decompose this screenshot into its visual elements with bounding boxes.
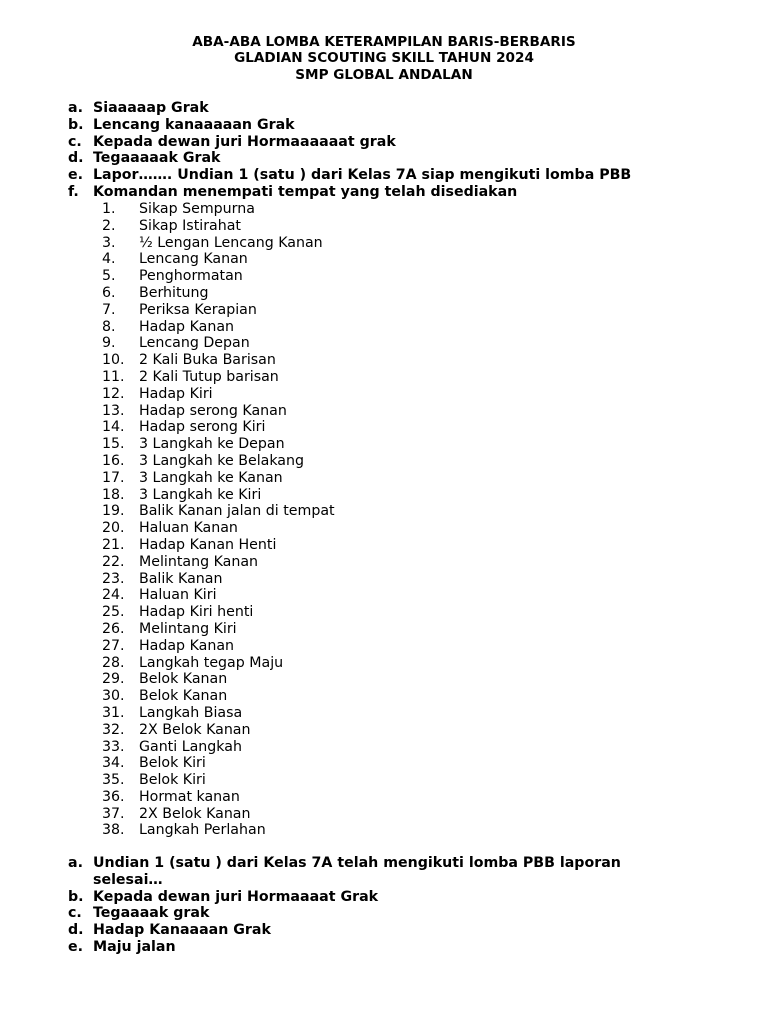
list-number: 13. (102, 402, 125, 419)
command-item (102, 688, 502, 705)
list-number: 6. (102, 284, 116, 301)
command-text: Haluan Kiri (139, 587, 217, 604)
opening-item-text: Siaaaaap Grak (93, 100, 209, 116)
list-number: 31. (102, 704, 125, 721)
command-item (102, 335, 502, 352)
closing-item-text: Hadap Kanaaaan Grak (93, 922, 271, 939)
closing-item (68, 855, 628, 889)
command-item (102, 369, 502, 386)
command-text: Melintang Kiri (139, 620, 237, 637)
command-text: Hadap Kanan (139, 637, 235, 654)
command-text: Langkah Perlahan (139, 822, 266, 839)
list-number: 15. (102, 436, 125, 453)
command-item (102, 403, 502, 420)
command-item (102, 218, 502, 235)
list-number: 11. (102, 368, 125, 385)
list-number: 2. (102, 217, 116, 234)
opening-item (68, 100, 668, 117)
opening-item-text: Lencang kanaaaaan Grak (93, 116, 295, 133)
command-text: 3 Langkah ke Belakang (139, 452, 304, 469)
command-text: Hadap Kiri (139, 385, 213, 402)
closing-item-text: Tegaaaak grak (93, 905, 210, 922)
command-text: Belok Kiri (139, 755, 206, 772)
command-text: Hadap serong Kiri (139, 419, 266, 436)
closing-item (68, 889, 628, 906)
list-number: 25. (102, 604, 125, 621)
list-number: 28. (102, 654, 125, 671)
closing-item-text: Maju jalan (93, 938, 176, 955)
command-item (102, 655, 502, 672)
list-number: 12. (102, 385, 125, 402)
command-text: Sikap Istirahat (139, 217, 241, 234)
list-number: 34. (102, 755, 125, 772)
command-item (102, 739, 502, 756)
command-text: 2 Kali Buka Barisan (139, 352, 276, 369)
command-text: Penghormatan (139, 268, 243, 285)
opening-item-text: Komandan menempati tempat yang telah disediakan (93, 183, 518, 200)
document-title-line-1: ABA-ABA LOMBA KETERAMPILAN BARIS-BERBARIS (192, 34, 576, 50)
opening-item-text: Lapor……. Undian 1 (satu ) dari Kelas 7A siap mengikuti lomba PBB (93, 167, 632, 184)
list-marker: c. (68, 905, 82, 922)
command-item (102, 520, 502, 537)
list-number: 9. (102, 335, 116, 352)
list-number: 37. (102, 805, 125, 822)
list-number: 32. (102, 721, 125, 738)
command-item (102, 671, 502, 688)
command-text: Sikap Sempurna (139, 201, 255, 217)
command-item (102, 722, 502, 739)
command-text: Berhitung (139, 284, 209, 301)
list-number: 5. (102, 268, 116, 285)
command-text: Hadap serong Kanan (139, 402, 287, 419)
command-text: Hormat kanan (139, 788, 240, 805)
list-number: 22. (102, 553, 125, 570)
command-text: Balik Kanan (139, 570, 223, 587)
command-text: 2X Belok Kanan (139, 721, 251, 738)
command-text: Haluan Kanan (139, 520, 238, 537)
list-marker: e. (68, 938, 84, 955)
list-number: 1. (102, 201, 116, 217)
command-item (102, 251, 502, 268)
command-item (102, 386, 502, 403)
opening-item-text: Tegaaaaak Grak (93, 150, 221, 167)
command-text: 2X Belok Kanan (139, 805, 251, 822)
list-number: 4. (102, 251, 116, 268)
command-item (102, 302, 502, 319)
list-number: 7. (102, 301, 116, 318)
command-item (102, 503, 502, 520)
command-text: Belok Kanan (139, 671, 228, 688)
list-number: 19. (102, 503, 125, 520)
command-text: Hadap Kanan (139, 318, 235, 335)
opening-item (68, 184, 668, 201)
list-marker: c. (68, 133, 82, 150)
command-text: ½ Lengan Lencang Kanan (139, 234, 323, 251)
list-number: 35. (102, 772, 125, 789)
command-item (102, 537, 502, 554)
command-item (102, 235, 502, 252)
list-number: 18. (102, 486, 125, 503)
command-item (102, 436, 502, 453)
command-item (102, 822, 502, 839)
document-title-line-3: SMP GLOBAL ANDALAN (295, 67, 473, 83)
command-text: Hadap Kiri henti (139, 604, 254, 621)
command-item (102, 755, 502, 772)
list-marker: b. (68, 116, 84, 133)
list-number: 26. (102, 620, 125, 637)
command-text: Langkah Biasa (139, 704, 243, 721)
list-number: 8. (102, 318, 116, 335)
command-item (102, 319, 502, 336)
list-marker: b. (68, 888, 84, 905)
command-text: 3 Langkah ke Depan (139, 436, 285, 453)
command-item (102, 352, 502, 369)
command-item (102, 419, 502, 436)
list-number: 33. (102, 738, 125, 755)
command-text: Lencang Kanan (139, 251, 248, 268)
list-number: 17. (102, 469, 125, 486)
list-number: 16. (102, 452, 125, 469)
drill-commands-list (102, 201, 502, 839)
list-number: 21. (102, 536, 125, 553)
closing-item (68, 922, 628, 939)
list-number: 30. (102, 688, 125, 705)
command-text: Belok Kanan (139, 688, 228, 705)
command-item (102, 470, 502, 487)
opening-item (68, 134, 668, 151)
list-number: 14. (102, 419, 125, 436)
opening-item (68, 150, 668, 167)
command-item (102, 571, 502, 588)
list-number: 23. (102, 570, 125, 587)
command-text: Melintang Kanan (139, 553, 259, 570)
command-text: 2 Kali Tutup barisan (139, 368, 279, 385)
command-text: Langkah tegap Maju (139, 654, 284, 671)
command-text: 3 Langkah ke Kiri (139, 486, 262, 503)
document-title-line-2: GLADIAN SCOUTING SKILL TAHUN 2024 (234, 50, 534, 66)
command-item (102, 285, 502, 302)
command-item (102, 638, 502, 655)
command-item (102, 487, 502, 504)
list-number: 10. (102, 352, 125, 369)
command-item (102, 587, 502, 604)
list-marker: f. (68, 183, 79, 200)
command-text: Balik Kanan jalan di tempat (139, 503, 335, 520)
command-item (102, 789, 502, 806)
closing-commands-list (68, 855, 628, 956)
command-item (102, 201, 502, 218)
command-text: Ganti Langkah (139, 738, 242, 755)
command-item (102, 621, 502, 638)
list-marker: d. (68, 150, 84, 167)
list-number: 38. (102, 822, 125, 839)
list-marker: d. (68, 922, 84, 939)
list-number: 20. (102, 520, 125, 537)
command-item (102, 268, 502, 285)
list-marker: e. (68, 167, 84, 184)
command-item (102, 772, 502, 789)
command-item (102, 453, 502, 470)
command-text: Lencang Depan (139, 335, 250, 352)
opening-commands-list (68, 100, 668, 201)
command-item (102, 554, 502, 571)
opening-item-text: Kepada dewan juri Hormaaaaaat grak (93, 133, 396, 150)
list-marker: a. (68, 100, 83, 116)
list-number: 29. (102, 671, 125, 688)
list-marker: a. (68, 855, 83, 871)
list-number: 24. (102, 587, 125, 604)
list-number: 27. (102, 637, 125, 654)
command-item (102, 705, 502, 722)
list-number: 3. (102, 234, 116, 251)
closing-item-text: Kepada dewan juri Hormaaaat Grak (93, 888, 379, 905)
opening-item (68, 167, 668, 184)
command-text: Hadap Kanan Henti (139, 536, 277, 553)
closing-item (68, 939, 628, 956)
command-text: Belok Kiri (139, 772, 206, 789)
command-item (102, 806, 502, 823)
closing-item (68, 905, 628, 922)
command-item (102, 604, 502, 621)
command-text: 3 Langkah ke Kanan (139, 469, 283, 486)
command-text: Periksa Kerapian (139, 301, 257, 318)
list-number: 36. (102, 788, 125, 805)
opening-item (68, 117, 668, 134)
closing-item-text: Undian 1 (satu ) dari Kelas 7A telah mengikuti lomba PBB laporan selesai… (93, 855, 621, 888)
